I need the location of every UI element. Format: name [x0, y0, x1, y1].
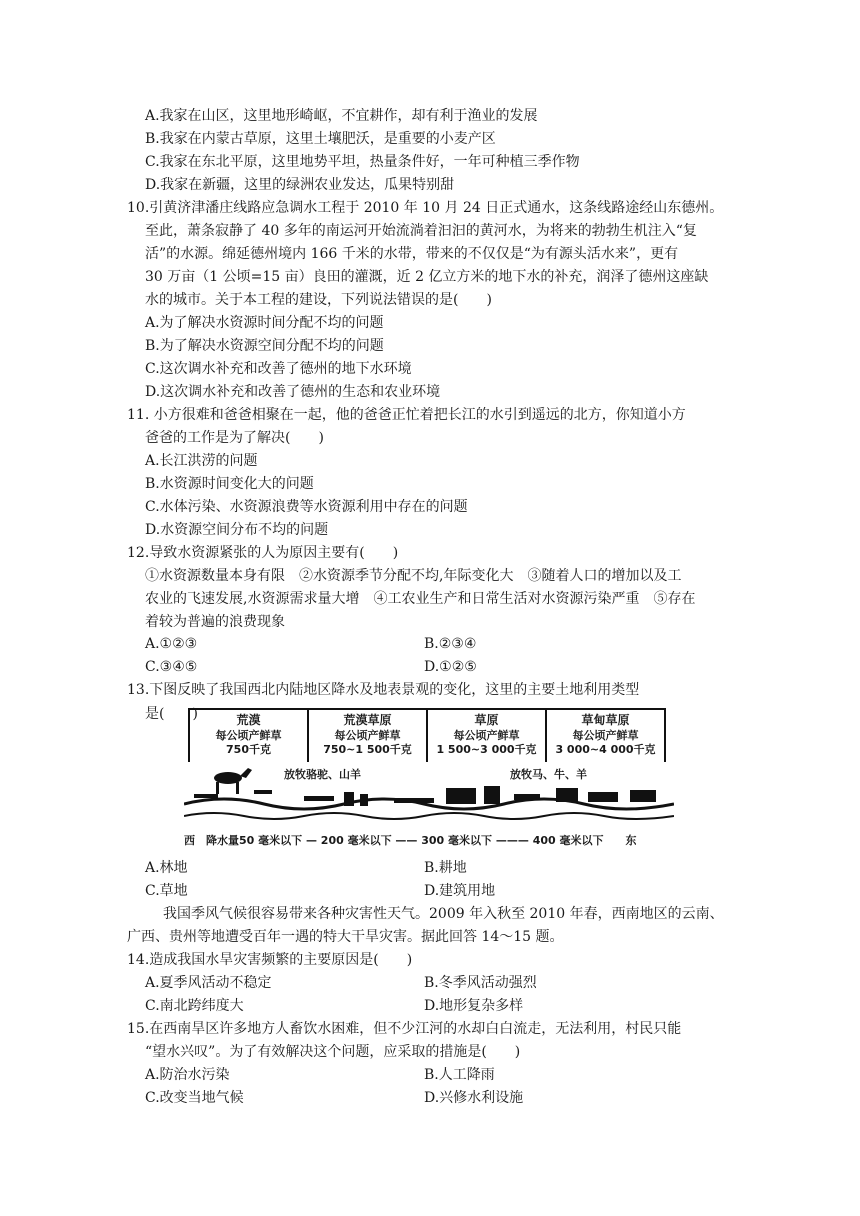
q15-option-b: B.人工降雨 — [424, 1067, 495, 1083]
zone-cell: 荒漠草原 每公顷产鲜草 750~1 500千克 — [309, 710, 428, 762]
q15-stem-line: “望水兴叹”。为了有效解决这个问题，应采取的措施是( ) — [145, 1044, 521, 1060]
q13-option-c: C.草地 — [145, 883, 188, 899]
q10-stem-line: 水的城市。关于本工程的建设，下列说法错误的是( ) — [145, 292, 492, 308]
q9-option-a: A.我家在山区，这里地形崎岖，不宜耕作，却有利于渔业的发展 — [145, 108, 538, 124]
zone-cell: 荒漠 每公顷产鲜草 750千克 — [190, 710, 309, 762]
q14-option-d: D.地形复杂多样 — [424, 998, 524, 1014]
q11-option-d: D.水资源空间分布不均的问题 — [145, 522, 329, 538]
q15-stem-line: 15.在西南旱区许多地方人畜饮水困难，但不少江河的水却白白流走，无法利用，村民只能 — [127, 1021, 682, 1037]
q15-option-a: A.防治水污染 — [145, 1067, 230, 1083]
q15-option-d: D.兴修水利设施 — [424, 1090, 524, 1106]
q12-option-a: A.①②③ — [145, 636, 198, 652]
q14-option-a: A.夏季风活动不稳定 — [145, 975, 272, 991]
grazing-note-camel: 放牧骆驼、山羊 — [284, 768, 361, 781]
q12-stem-line: 农业的飞速发展,水资源需求量大增 ④工农业生产和日常生活对水资源污染严重 ⑤存在 — [145, 591, 696, 607]
q10-stem-line: 活”的水源。绵延德州境内 166 千米的水带，带来的不仅仅是“为有源头活水来”，更有 — [145, 246, 679, 262]
q13-stem-line: 13.下图反映了我国西北内陆地区降水及地表景观的变化，这里的主要土地利用类型 — [127, 682, 640, 698]
q10-option-b: B.为了解决水资源空间分配不均的问题 — [145, 338, 384, 354]
q10-stem-line: 10.引黄济津潘庄线路应急调水工程于 2010 年 10 月 24 日正式通水，这条线路途经山东德州。 — [127, 200, 724, 216]
q10-stem-line: 至此，萧条寂静了 40 多年的南运河开始流淌着汩汩的黄河水，为将来的勃勃生机注入“复 — [145, 223, 697, 239]
q14-option-b: B.冬季风活动强烈 — [424, 975, 537, 991]
q9-option-d: D.我家在新疆，这里的绿洲农业发达，瓜果特别甜 — [145, 177, 455, 193]
q12-option-c: C.③④⑤ — [145, 659, 198, 675]
q11-option-b: B.水资源时间变化大的问题 — [145, 476, 314, 492]
landscape-figure — [184, 708, 674, 850]
q13-option-d: D.建筑用地 — [424, 883, 496, 899]
q12-stem-line: 着较为普遍的浪费现象 — [145, 614, 285, 630]
intro-line: 广西、贵州等地遭受百年一遇的特大干旱灾害。据此回答 14～15 题。 — [127, 929, 564, 945]
q11-stem-line: 爸爸的工作是为了解决( ) — [145, 430, 324, 446]
q9-option-b: B.我家在内蒙古草原，这里土壤肥沃，是重要的小麦产区 — [145, 131, 496, 147]
q9-option-c: C.我家在东北平原，这里地势平坦，热量条件好，一年可种植三季作物 — [145, 154, 580, 170]
intro-line: 我国季风气候很容易带来各种灾害性天气。2009 年入秋至 2010 年春，西南地区的云南、 — [163, 906, 724, 922]
q10-option-a: A.为了解决水资源时间分配不均的问题 — [145, 315, 384, 331]
grazing-note-livestock: 放牧马、牛、羊 — [510, 768, 587, 781]
q12-stem-line: 12.导致水资源紧张的人为原因主要有( ) — [127, 545, 399, 561]
q10-stem-line: 30 万亩（1 公顷=15 亩）良田的灌溉，近 2 亿立方米的地下水的补充，润泽了德州这座缺 — [145, 269, 709, 285]
camel-icon — [214, 768, 252, 794]
q12-stem-line: ①水资源数量本身有限 ②水资源季节分配不均,年际变化大 ③随着人口的增加以及工 — [145, 568, 682, 584]
q11-option-c: C.水体污染、水资源浪费等水资源利用中存在的问题 — [145, 499, 468, 515]
q10-option-c: C.这次调水补充和改善了德州的地下水环境 — [145, 361, 412, 377]
zone-cell: 草甸草原 每公顷产鲜草 3 000~4 000千克 — [555, 713, 656, 756]
q12-option-d: D.①②⑤ — [424, 659, 477, 675]
q13-option-b: B.耕地 — [424, 860, 467, 876]
landscape-illustration — [184, 764, 674, 830]
q10-option-d: D.这次调水补充和改善了德州的生态和农业环境 — [145, 384, 441, 400]
q13-stem-line: 是( ) — [145, 706, 198, 722]
q14-stem-line: 14.造成我国水旱灾害频繁的主要原因是( ) — [127, 952, 413, 968]
precipitation-axis: 西 降水量50 毫米以下 — 200 毫米以下 —— 300 毫米以下 ——— 400 毫米以下 东 — [184, 834, 637, 847]
q11-option-a: A.长江洪涝的问题 — [145, 453, 258, 469]
zone-cell: 草原 每公顷产鲜草 1 500~3 000千克 — [428, 710, 547, 762]
q14-option-c: C.南北跨纬度大 — [145, 998, 244, 1014]
q15-option-c: C.改变当地气候 — [145, 1090, 244, 1106]
q12-option-b: B.②③④ — [424, 636, 477, 652]
q11-stem-line: 11. 小方很难和爸爸相聚在一起，他的爸爸正忙着把长江的水引到遥远的北方，你知道小方 — [127, 407, 686, 423]
q13-option-a: A.林地 — [145, 860, 188, 876]
grass-yield-table — [188, 708, 666, 762]
